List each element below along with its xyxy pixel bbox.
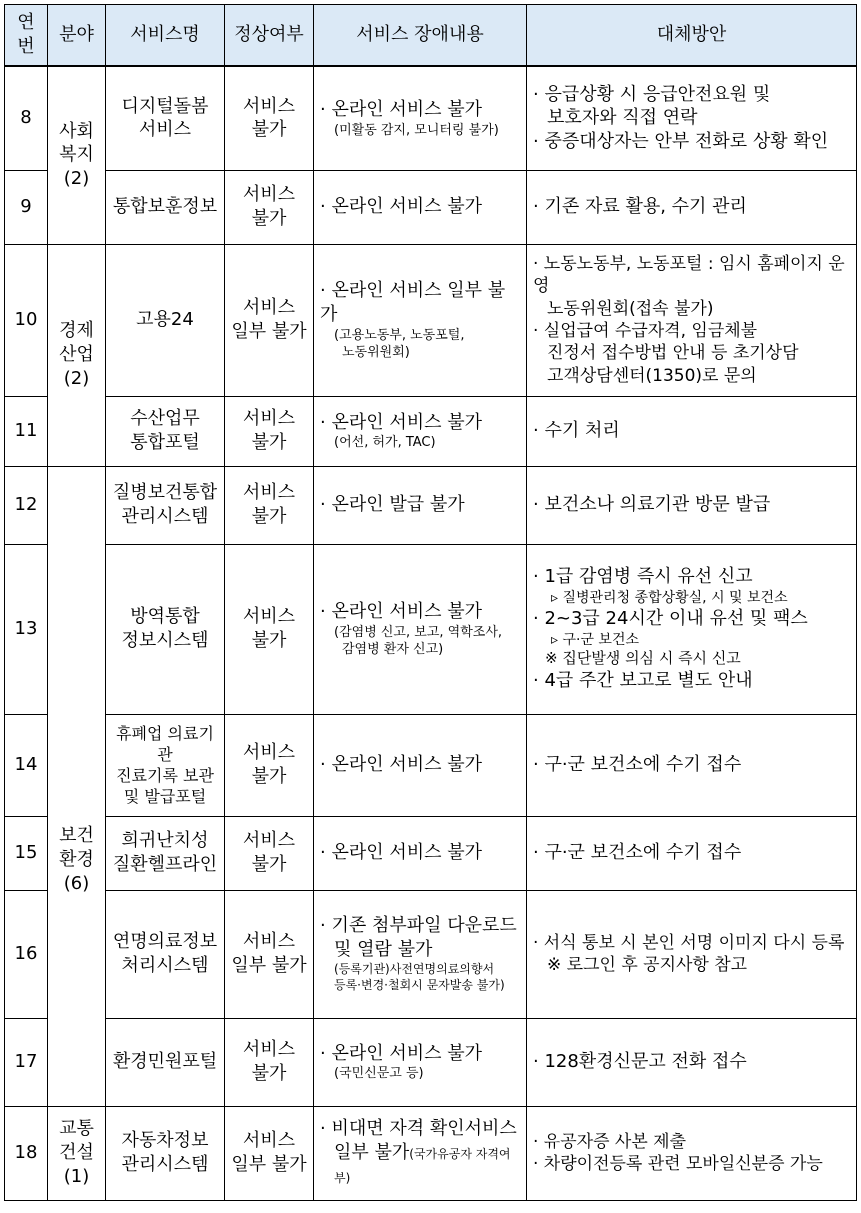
issue [314,466,527,544]
status [225,816,314,890]
service-name [106,1106,225,1200]
alternative [527,244,857,396]
status-line: 서비스 [242,931,296,953]
issue-text: · 온라인 서비스 불가 [320,754,482,776]
issue-text: · 비대면 자격 확인서비스 [320,1118,517,1140]
service-name [106,170,225,244]
issue-note: 노동위원회) [342,344,410,360]
field-label: 교통 [59,1118,94,1140]
alternative [527,1018,857,1106]
service-name-line: 통합포털 [130,432,200,453]
service-name-line: 수산업무 [130,408,200,430]
issue-text: 일부 불가 [334,1142,410,1164]
issue [314,66,527,170]
service-outage-table [4,4,857,1201]
issue-text: · 온라인 서비스 일부 불가 [320,280,506,325]
alt-line: 보호자와 직접 연락 [547,107,698,129]
service-name-line: 방역통합 [130,606,200,628]
alternative [527,714,857,816]
table-row [5,714,857,816]
issue-text: · 온라인 서비스 불가 [320,411,482,433]
field-label: 사회 [59,120,94,142]
status-line: 불가 [251,766,287,787]
issue-note: (국가유공자 자격여부) [334,1147,511,1185]
status-line: 불가 [251,208,287,229]
alt-line: · 유공자증 사본 제출 [533,1131,686,1152]
status [225,1018,314,1106]
issue-note: (고용노동부, 노동포털, [334,327,465,343]
field-label: 건설 [59,1142,94,1164]
alternative [527,816,857,890]
header-status: 정상여부 [225,5,314,67]
issue [314,890,527,1018]
header-issue: 서비스 장애내용 [314,5,527,67]
status-line: 불가 [251,630,287,651]
header-row [5,5,857,67]
status-line: 서비스 [242,297,296,319]
field-count: (2) [63,367,90,389]
row-num: 9 [5,170,48,244]
service-name [106,66,225,170]
status [225,396,314,466]
status-line: 불가 [251,119,287,141]
field-transport [48,1106,106,1200]
service-name-line: 진료기록 보관 [116,766,214,785]
alt-subline: ▹ 질병관리청 종합상황실, 시 및 보건소 [551,589,788,606]
status-line: 서비스 [242,1039,296,1061]
table-row [5,816,857,890]
row-num: 10 [5,244,48,396]
service-name-line: 질병보건통합 [112,482,218,504]
alternative [527,1106,857,1200]
header-num: 연번 [5,5,48,67]
issue-text: · 온라인 서비스 불가 [320,842,482,864]
service-name-line: 희귀난치성 [121,830,209,852]
status-line: 서비스 [242,408,296,430]
header-alt: 대체방안 [527,5,857,67]
issue-note: (국민신문고 등) [334,1066,424,1082]
status [225,1106,314,1200]
status [225,714,314,816]
alternative [527,170,857,244]
row-num: 16 [5,890,48,1018]
issue [314,544,527,714]
row-num: 8 [5,66,48,170]
alt-line: · 차량이전등록 관련 모바일신분증 가능 [533,1154,823,1174]
service-name [106,890,225,1018]
alt-line: · 구·군 보건소에 수기 접수 [533,842,742,864]
status-line: 서비스 [242,606,296,628]
alternative [527,466,857,544]
issue-text: · 기존 첨부파일 다운로드 [320,915,517,937]
service-name-line: 디지털돌봄 [121,95,209,117]
issue-note: (감염병 신고, 보고, 역학조사, [334,624,503,640]
service-name [106,466,225,544]
table-row [5,396,857,466]
issue-note: 감염병 환자 신고) [342,641,444,657]
status [225,544,314,714]
status-line: 서비스 [242,95,296,117]
alt-line: · 구·군 보건소에 수기 접수 [533,754,742,776]
field-label: 보건 [59,825,94,847]
alt-line: 고객상담센터(1350)로 문의 [547,365,757,386]
field-label: 환경 [59,849,94,870]
status [225,466,314,544]
field-count: (6) [63,872,90,894]
issue-note: 등록·변경·철회시 문자발송 불가) [334,977,505,992]
service-name-line: 질환헬프라인 [112,854,218,875]
service-name [106,1018,225,1106]
status-line: 서비스 [242,1130,296,1152]
row-num: 18 [5,1106,48,1200]
alt-line: · 128환경신문고 전화 접수 [533,1051,747,1073]
service-name [106,244,225,396]
issue-text: · 온라인 서비스 불가 [320,600,482,622]
alt-subline: ※ 집단발생 의심 시 즉시 신고 [545,649,741,668]
service-name-line: 처리시스템 [121,955,209,976]
table-row [5,244,857,396]
issue [314,170,527,244]
alt-line: · 노동노동부, 노동포털 : 임시 홈페이지 운영 [533,253,845,297]
alt-line: · 중증대상자는 안부 전화로 상황 확인 [533,131,829,153]
alternative [527,890,857,1018]
service-name-line: 관리시스템 [121,1154,209,1175]
issue-text: · 온라인 발급 불가 [320,494,465,516]
issue [314,714,527,816]
alt-line: · 서식 통보 시 본인 서명 이미지 다시 등록 [533,932,845,953]
alt-line: · 4급 주간 보고로 별도 안내 [533,670,753,692]
alternative [527,544,857,714]
issue [314,244,527,396]
field-health [48,466,106,1106]
service-name-line: 통합보훈정보 [112,196,218,218]
service-name-line: 정보시스템 [121,630,209,651]
status-line: 일부 불가 [231,1154,307,1175]
service-name [106,816,225,890]
status-line: 서비스 [242,830,296,852]
service-name-line: 휴폐업 의료기관 [116,723,214,764]
row-num: 11 [5,396,48,466]
issue [314,396,527,466]
service-name [106,544,225,714]
table-row [5,170,857,244]
status-line: 불가 [251,854,287,875]
row-num: 15 [5,816,48,890]
alt-line: · 응급상황 시 응급안전요원 및 [533,83,771,105]
alt-line: · 실업급여 수급자격, 임금체불 [533,321,758,341]
alternative [527,396,857,466]
alt-subline: ▹ 구·군 보건소 [551,631,639,648]
alt-line: 진정서 접수방법 안내 등 초기상담 [547,343,799,364]
table-row [5,890,857,1018]
field-economy [48,244,106,466]
table-row [5,544,857,714]
status [225,170,314,244]
service-name-line: 자동차정보 [121,1130,209,1152]
issue [314,816,527,890]
alt-line: · 2~3급 24시간 이내 유선 및 팩스 [533,608,808,630]
issue-note: (어선, 허가, TAC) [334,435,436,451]
issue-text: · 온라인 서비스 불가 [320,98,482,120]
table-row [5,66,857,170]
service-name-line: 연명의료정보 [112,931,218,953]
service-name-line: 환경민원포털 [112,1051,218,1073]
table-row [5,1018,857,1106]
field-count: (1) [63,1165,90,1187]
row-num: 14 [5,714,48,816]
status [225,66,314,170]
row-num: 17 [5,1018,48,1106]
alt-line: · 수기 처리 [533,420,620,442]
field-label: 복지 [59,144,94,166]
row-num: 12 [5,466,48,544]
issue-note: (미활동 감지, 모니터링 불가) [334,122,499,138]
status-line: 서비스 [242,482,296,504]
issue [314,1018,527,1106]
field-label: 경제 [59,320,94,342]
service-name-line: 서비스 [138,119,192,141]
table-row [5,466,857,544]
status-line: 불가 [251,1063,287,1084]
alt-line: · 1급 감염병 즉시 유선 신고 [533,566,753,587]
issue-note: (등록기관)사전연명의료의향서 [334,961,495,976]
issue-text: 및 열람 불가 [334,939,433,961]
alt-line: 노동위원회(접속 불가) [547,298,714,319]
field-count: (2) [63,168,90,190]
status [225,244,314,396]
alt-line: · 보건소나 의료기관 방문 발급 [533,494,771,516]
service-name-line: 관리시스템 [121,506,209,527]
status [225,890,314,1018]
status-line: 불가 [251,432,287,453]
service-name-line: 및 발급포털 [123,787,207,807]
table-row [5,1106,857,1200]
header-service: 서비스명 [106,5,225,67]
row-num: 13 [5,544,48,714]
alt-line: · 기존 자료 활용, 수기 관리 [533,196,747,218]
status-line: 서비스 [242,742,296,764]
alt-line: ※ 로그인 후 공지사항 참고 [547,955,748,975]
field-label: 산업 [59,344,94,366]
status-line: 일부 불가 [231,955,307,976]
issue-text: · 온라인 서비스 불가 [320,1042,482,1064]
status-line: 일부 불가 [231,321,307,342]
issue-text: · 온라인 서비스 불가 [320,196,482,218]
service-name [106,396,225,466]
header-field: 분야 [48,5,106,67]
field-welfare [48,66,106,244]
service-name [106,714,225,816]
service-name-line: 고용24 [136,309,194,331]
alternative [527,66,857,170]
status-line: 서비스 [242,184,296,206]
issue [314,1106,527,1200]
status-line: 불가 [251,506,287,527]
